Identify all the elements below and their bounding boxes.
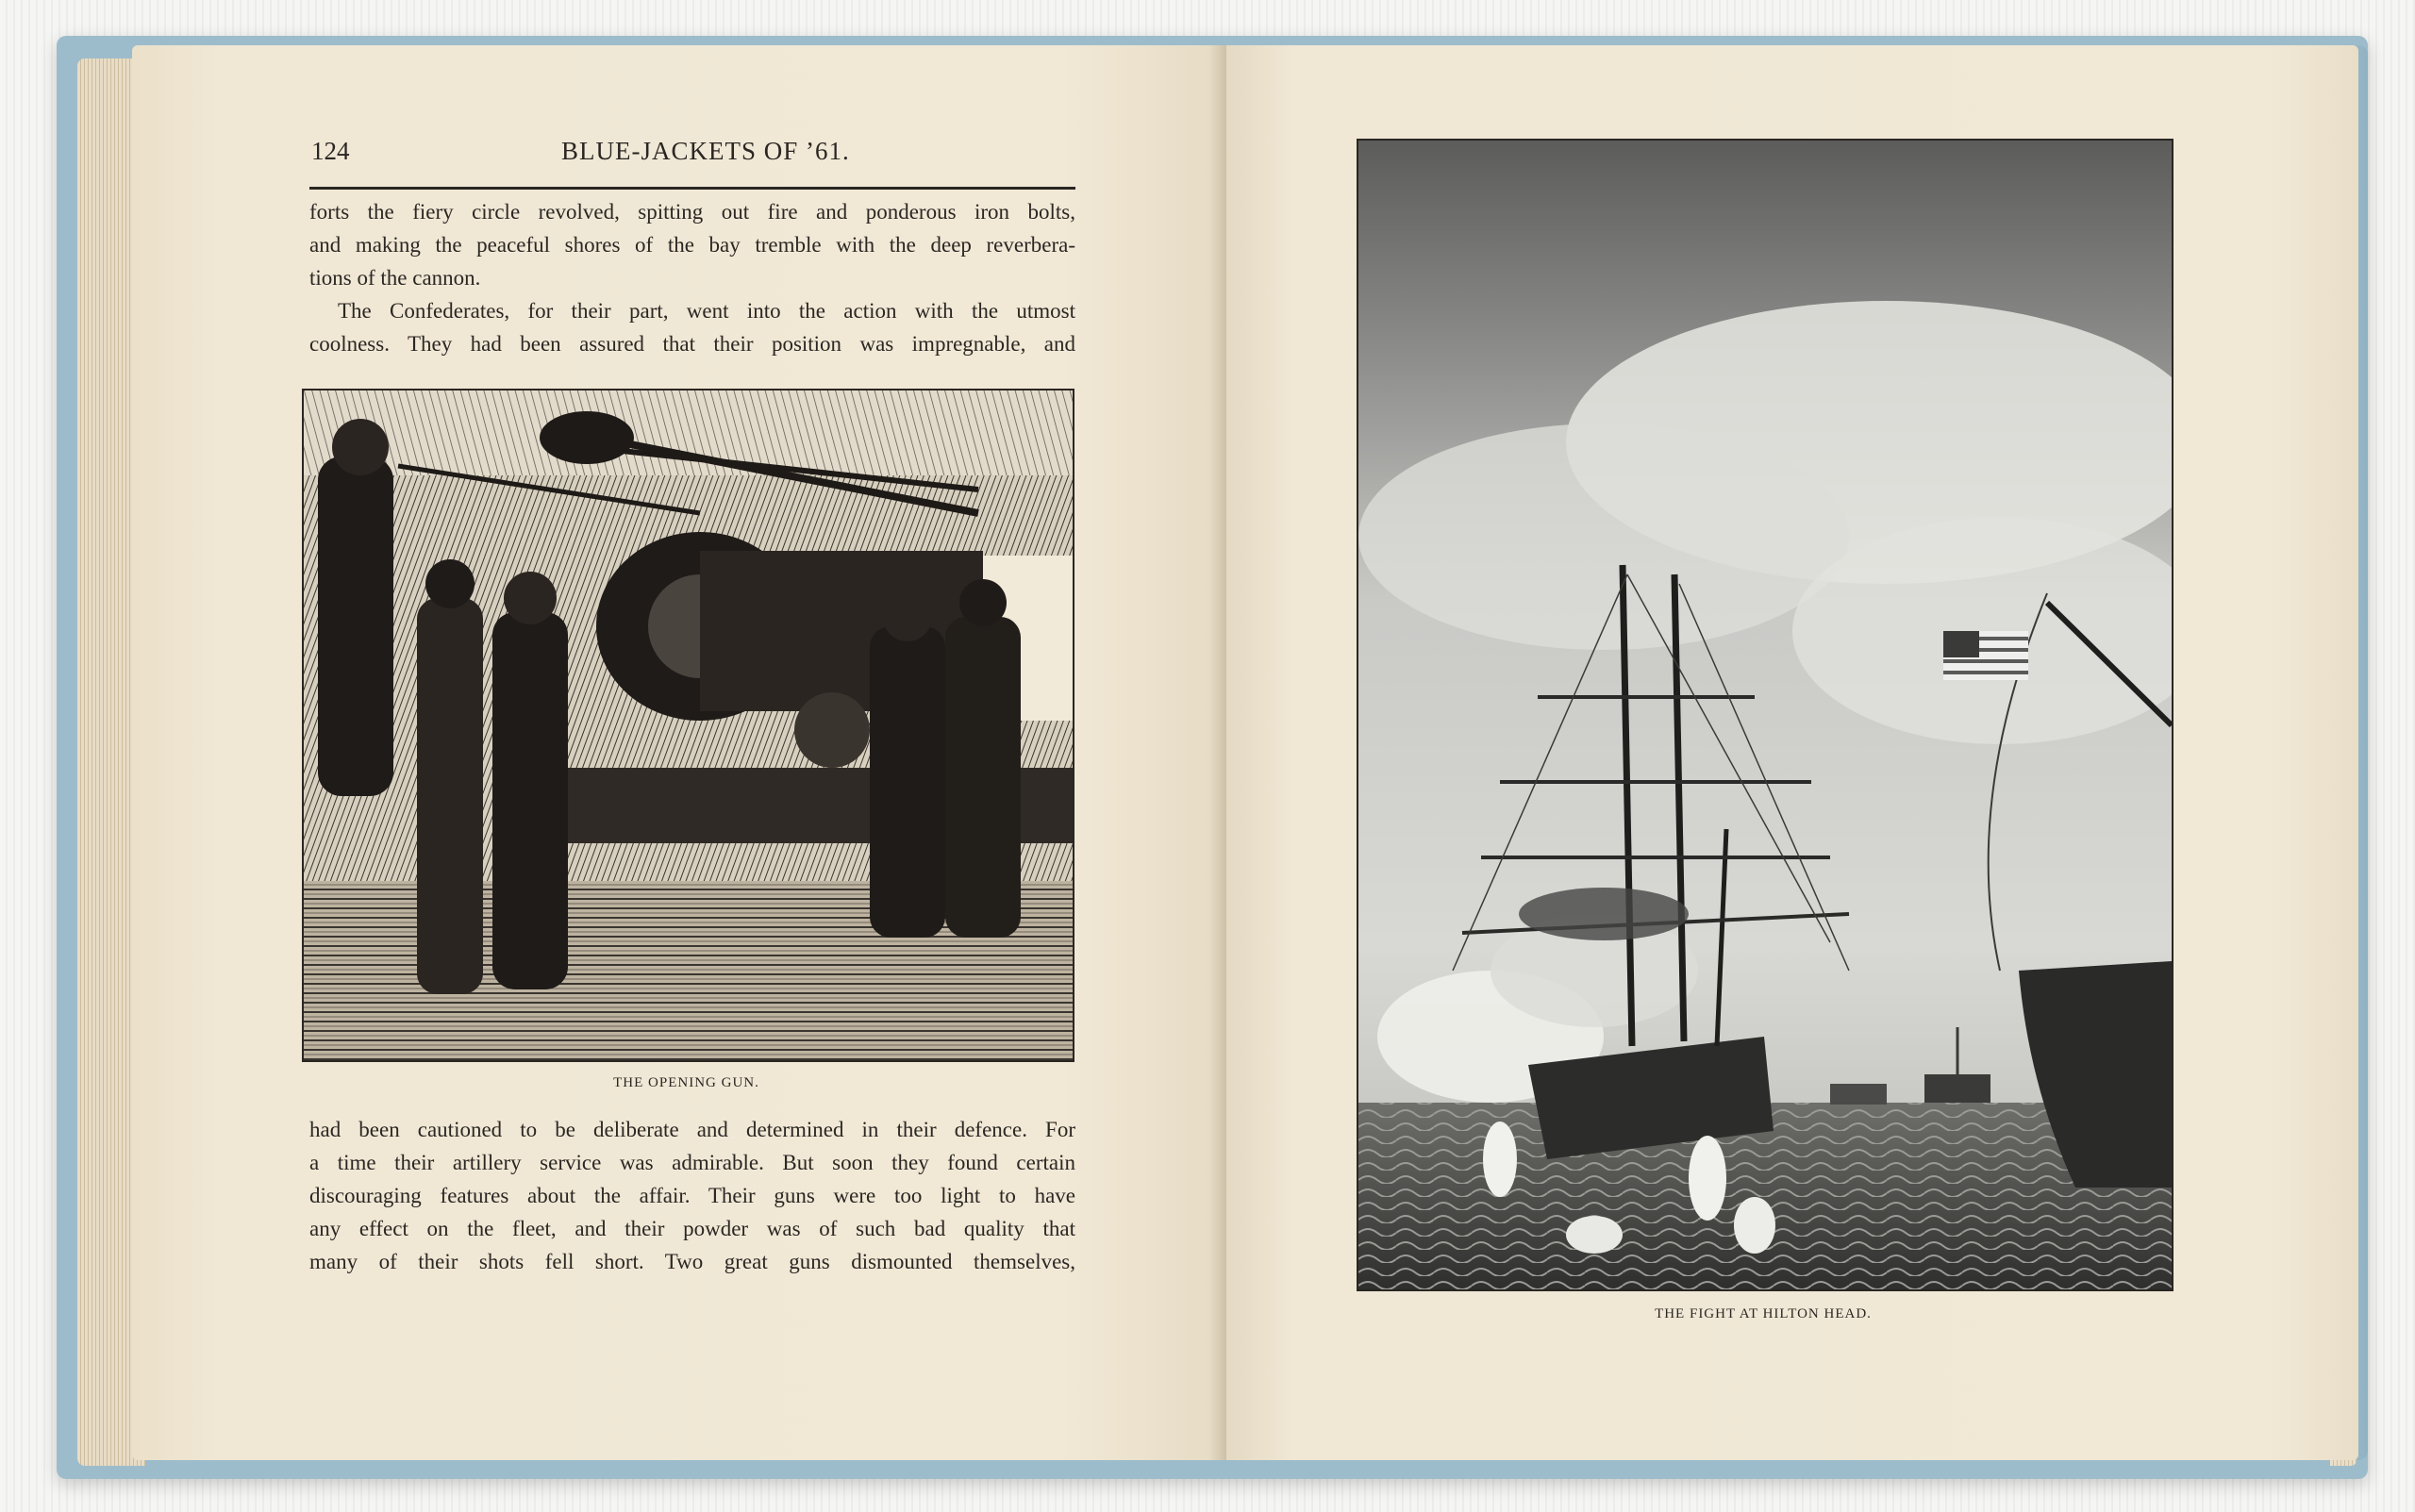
text-line: many of their shots fell short. Two great guns dismounted themselves, [309, 1250, 1075, 1273]
hilton-head-illustration [1358, 141, 2172, 1289]
text-line: The Confederates, for their part, went into the action with the utmost [338, 299, 1075, 323]
figure-caption: THE OPENING GUN. [613, 1075, 759, 1090]
text-line: tions of the cannon. [309, 266, 481, 290]
page-header [311, 137, 1075, 174]
opening-gun-engraving [302, 389, 1074, 1062]
text-line: a time their artillery service was admirable. But soon they found certain [309, 1151, 1075, 1174]
text-line: and making the peaceful shores of the bay tremble with the deep reverbera- [309, 233, 1075, 257]
plate-caption: THE FIGHT AT HILTON HEAD. [1655, 1306, 1872, 1321]
bottom-paragraph [309, 1113, 1075, 1278]
text-line: any effect on the fleet, and their powder was of such bad quality that [309, 1217, 1075, 1240]
running-head: BLUE-JACKETS OF ’61. [561, 137, 850, 165]
top-paragraph [309, 195, 1075, 360]
opening-gun-illustration [304, 390, 1073, 1060]
text-line: forts the fiery circle revolved, spitting out fire and ponderous iron bolts, [309, 200, 1075, 224]
text-line: had been cautioned to be deliberate and determined in their defence. For [309, 1118, 1075, 1141]
hilton-head-plate [1357, 139, 2174, 1291]
text-line: coolness. They had been assured that their position was impregnable, and [309, 332, 1075, 356]
text-line: discouraging features about the affair. Their guns were too light to have [309, 1184, 1075, 1207]
header-rule [309, 187, 1075, 190]
page-number: 124 [311, 137, 350, 165]
